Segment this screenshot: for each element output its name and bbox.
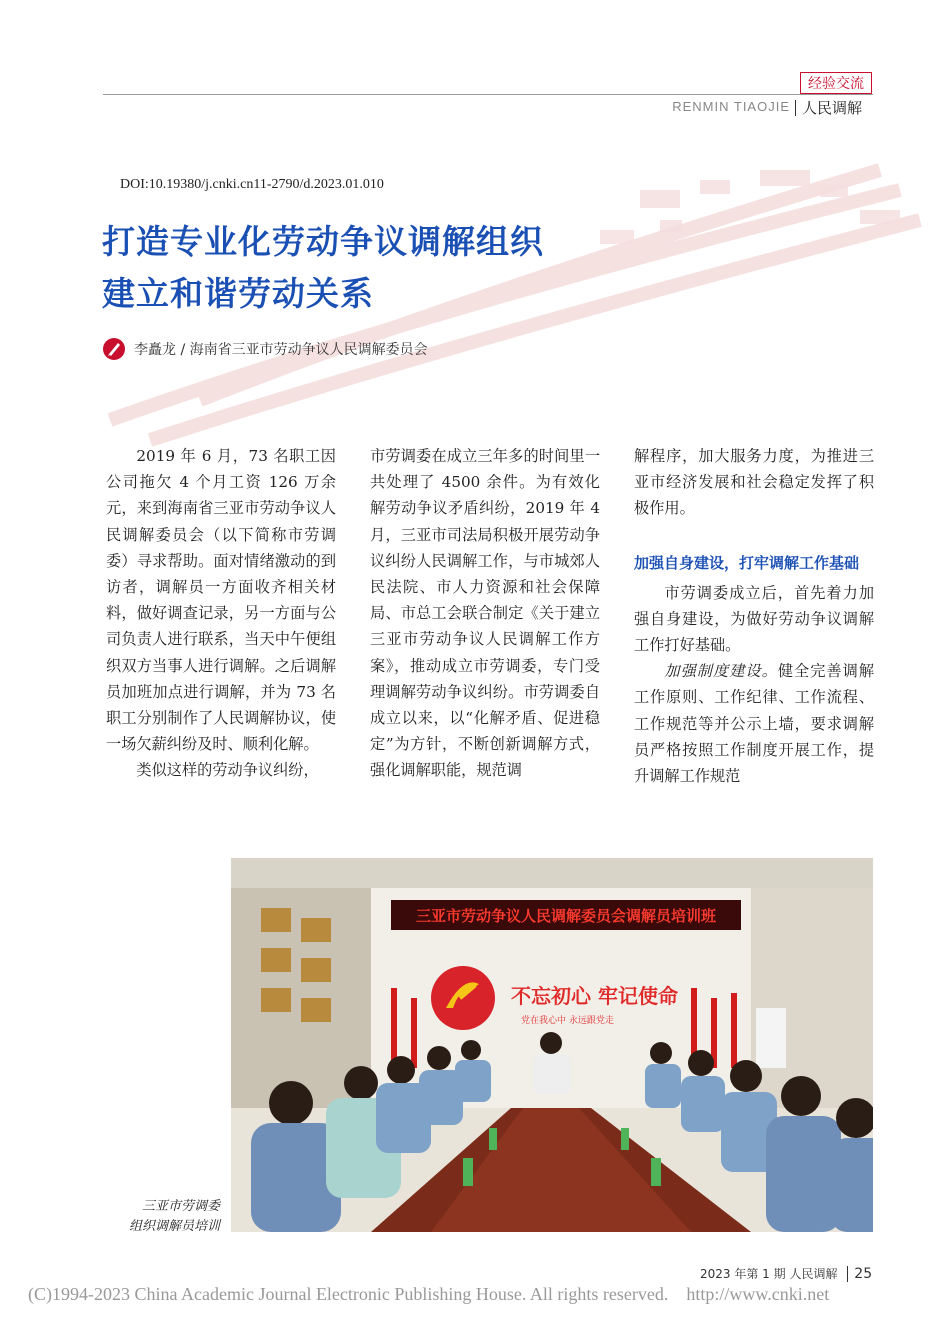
photo-caption (120, 1197, 220, 1237)
author-line: 李矗龙 / 海南省三亚市劳动争议人民调解委员会 (134, 342, 428, 358)
copyright-notice: (C)1994-2023 China Academic Journal Electronic Publishing House. All rights reserved. http://www.cnki.net (28, 1284, 830, 1304)
journal-name-cn: 人民调解 (802, 99, 863, 117)
issue-info: 2023 年第 1 期 (700, 1267, 786, 1281)
body-column-2 (370, 443, 600, 784)
doi: DOI:10.19380/j.cnki.cn11-2790/d.2023.01.010 (120, 177, 384, 192)
paragraph: 2019 年 6 月，73 名职工因公司拖欠 4 个月工资 126 万余元，来到海南省三亚市劳动争议人民调解委员会（以下简称市劳调委）寻求帮助。面对情绪激动的到访者，调解员一方面收齐相关材料，做好调查记录，另一方面与公司负责人进行联系，当天中午便组织双方当事人进行调解。之后调解员加班加点进行调解，并为 73 名职工分别制作了人民调解协议，使一场欠薪纠纷及时、顺利化解。 (106, 447, 336, 754)
page-footer (700, 1265, 872, 1282)
section-subheading: 加强自身建设，打牢调解工作基础 (634, 553, 860, 572)
caption-line-1: 三亚市劳调委 (141, 1199, 220, 1214)
paragraph: 解程序，加大服务力度，为推进三亚市经济发展和社会稳定发挥了积极作用。 (634, 447, 874, 518)
training-photo (231, 858, 873, 1232)
paragraph: 类似这样的劳动争议纠纷， (136, 761, 319, 780)
body-column-3 (634, 443, 874, 789)
paragraph: 市劳调委在成立三年多的时间里一共处理了 4500 余件。为有效化解劳动争议矛盾纠纷，2019 年 4 月，三亚市司法局积极开展劳动争议纠纷人民调解工作，与市城郊人民法院、市人力资源和社会保障局、市总工会联合制定《关于建立三亚市劳动争议人民调解工作方案》，推动成立市劳调委，专门受理调解劳动争议纠纷。市劳调委自成立以来，以“化解矛盾、促进稳定”为方针，不断创新调解方式，强化调解职能，规范调 (370, 447, 600, 780)
paragraph (634, 658, 874, 789)
article-title (102, 216, 544, 320)
journal-name-en: RENMIN TIAOJIE (672, 99, 790, 114)
header-rule (103, 94, 873, 95)
title-line-2: 建立和谐劳动关系 (102, 274, 374, 313)
header-divider (795, 100, 796, 116)
photo-banner: 三亚市劳动争议人民调解委员会调解员培训班 (415, 907, 717, 925)
page-number: 25 (847, 1266, 872, 1282)
photo-slogan: 不忘初心 牢记使命 (511, 984, 678, 1008)
title-line-1: 打造专业化劳动争议调解组织 (102, 222, 544, 261)
pen-icon (103, 338, 125, 360)
caption-line-2: 组织调解员培训 (128, 1219, 220, 1234)
body-column-1 (106, 443, 336, 784)
paragraph: 市劳调委成立后，首先着力加强自身建设，为做好劳动争议调解工作打好基础。 (634, 583, 874, 655)
paragraph-text: 健全完善调解工作原则、工作纪律、工作流程、工作规范等并公示上墙，要求调解员严格按照工作制度开展工作，提升调解工作规范 (634, 662, 875, 786)
section-tag: 经验交流 (800, 72, 872, 94)
paragraph-lead: 加强制度建设。 (664, 662, 778, 681)
photo-slogan-small: 党在我心中 永远跟党走 (521, 1016, 614, 1026)
footer-journal: 人民调解 (789, 1267, 838, 1281)
